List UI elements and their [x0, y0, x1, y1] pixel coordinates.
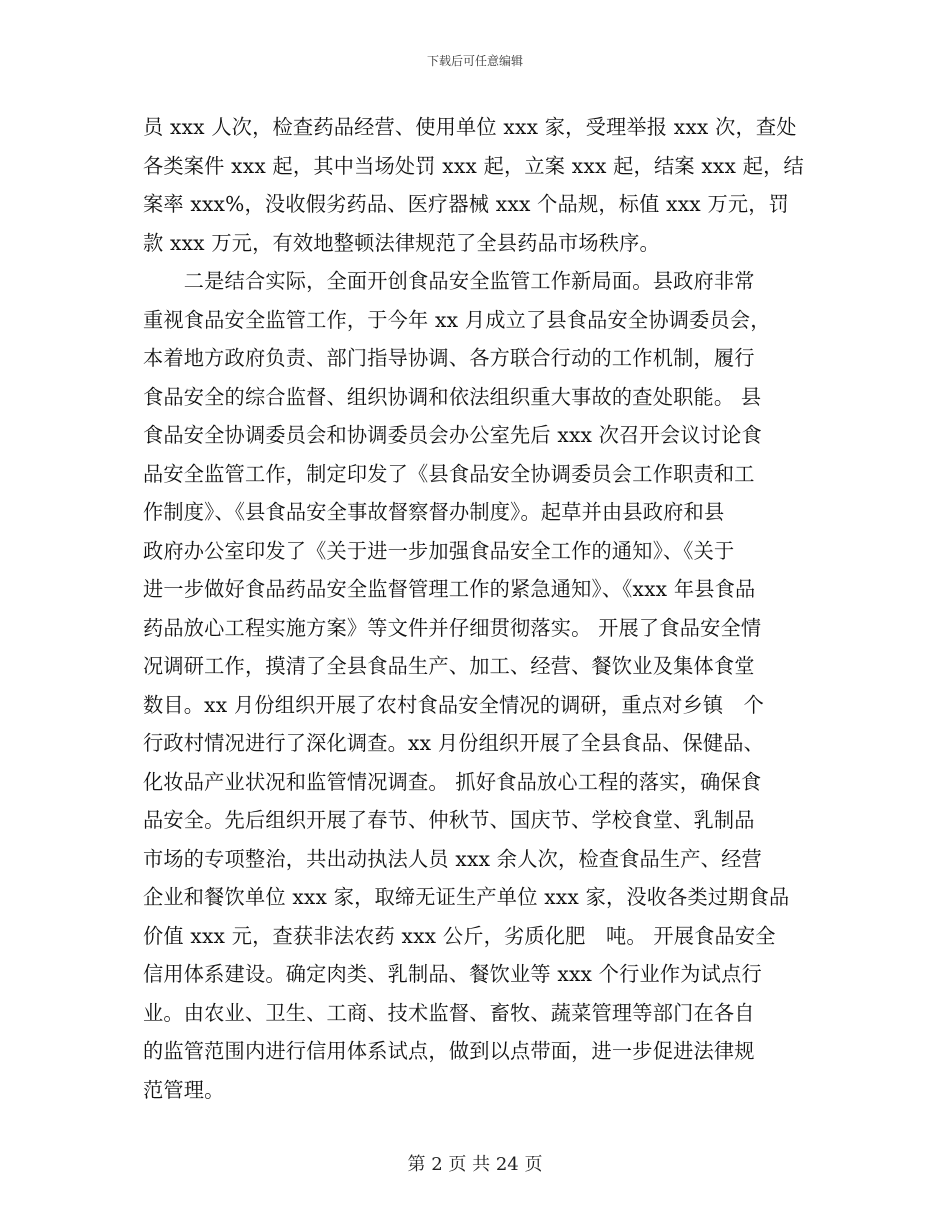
text-line: 化妆品产业状况和监管情况调查。 抓好食品放心工程的落实，确保食 [143, 769, 762, 794]
page-footer: 第 2 页 共 24 页 [407, 1154, 543, 1175]
text-line: 各类案件 xxx 起，其中当场处罚 xxx 起，立案 xxx 起，结案 xxx 起，结 [143, 153, 804, 178]
text-line: 范管理。 [143, 1077, 225, 1102]
text-line: 行政村情况进行了深化调查。xx 月份组织开展了全县食品、保健品、 [143, 731, 765, 755]
text-line: 市场的专项整治，共出动执法人员 xxx 余人次，检查食品生产、经营 [143, 846, 762, 871]
text-line: 二是结合实际，全面开创食品安全监管工作新局面。县政府非常 [143, 269, 755, 293]
text-line: 况调研工作，摸清了全县食品生产、加工、经营、餐饮业及集体食堂 [143, 654, 755, 678]
text-line: 企业和餐饮单位 xxx 家，取缔无证生产单位 xxx 家，没收各类过期食品 [143, 885, 790, 909]
page-header: 下载后可任意编辑 [426, 54, 523, 68]
text-line: 数目。xx 月份组织开展了农村食品安全情况的调研，重点对乡镇 个 [143, 692, 765, 717]
text-line: 价值 xxx 元，查获非法农药 xxx 公斤，劣质化肥 吨。 开展食品安全 [143, 923, 776, 948]
text-line: 重视食品安全监管工作，于今年 xx 月成立了县食品安全协调委员会， [143, 307, 771, 332]
text-line: 本着地方政府负责、部门指导协调、各方联合行动的工作机制，履行 [143, 346, 755, 370]
text-line: 员 xxx 人次，检查药品经营、使用单位 xxx 家，受理举报 xxx 次，查处 [143, 115, 797, 139]
text-line: 品安全监管工作，制定印发了《县食品安全协调委员会工作职责和工 [143, 461, 755, 486]
text-line: 政府办公室印发了《关于进一步加强食品安全工作的通知》、《关于 [143, 538, 735, 563]
text-line: 品安全。先后组织开展了春节、仲秋节、国庆节、学校食堂、乳制品 [143, 808, 755, 832]
text-line: 食品安全协调委员会和协调委员会办公室先后 xxx 次召开会议讨论食 [143, 423, 762, 447]
text-line: 信用体系建设。确定肉类、乳制品、餐饮业等 xxx 个行业作为试点行 [143, 962, 762, 986]
text-line: 作制度》、《县食品安全事故督察督办制度》。起草并由县政府和县 [143, 500, 725, 524]
document-body [143, 108, 808, 1109]
text-line: 业。由农业、卫生、工商、技术监督、畜牧、蔬菜管理等部门在各自 [143, 1000, 755, 1025]
text-line: 药品放心工程实施方案》等文件并仔细贯彻落实。 开展了食品安全情 [143, 615, 762, 640]
text-line: 的监管范围内进行信用体系试点，做到以点带面，进一步促进法律规 [143, 1039, 755, 1063]
text-line: 食品安全的综合监督、组织协调和依法组织重大事故的查处职能。 县 [143, 384, 762, 409]
text-line: 案率 xxx%，没收假劣药品、医疗器械 xxx 个品规，标值 xxx 万元，罚 [143, 192, 790, 216]
text-line: 款 xxx 万元，有效地整顿法律规范了全县药品市场秩序。 [143, 230, 660, 255]
text-line: 进一步做好食品药品安全监督管理工作的紧急通知》、《xxx 年县食品 [143, 577, 756, 601]
